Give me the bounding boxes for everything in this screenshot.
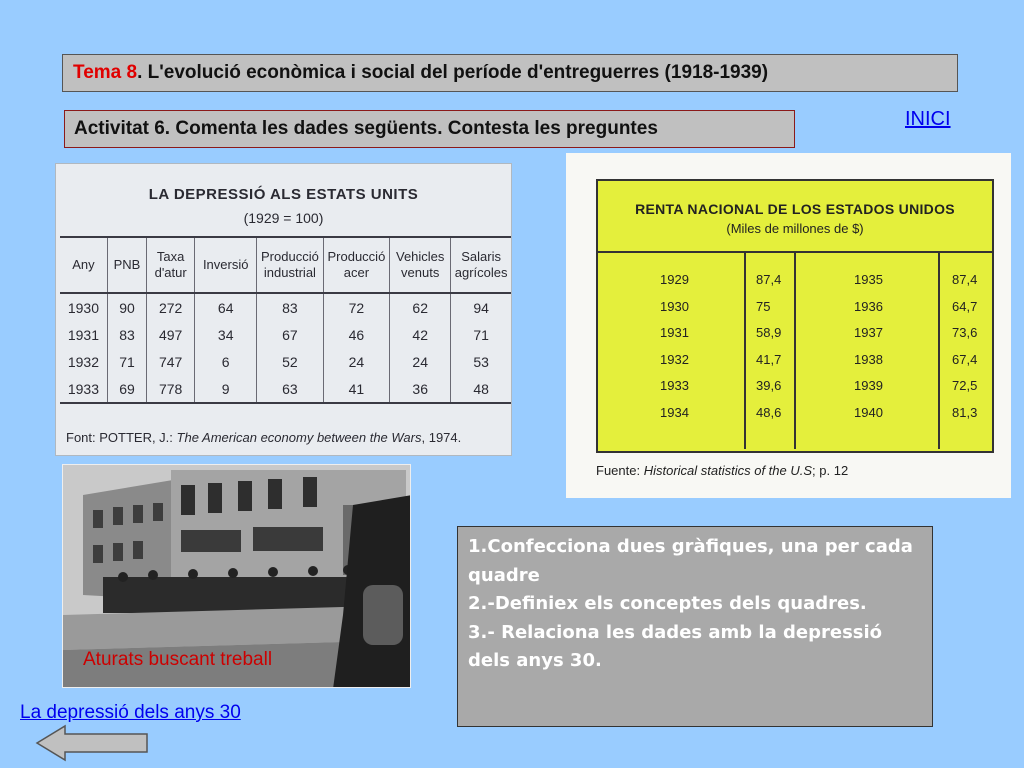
year-cell: 1933 bbox=[660, 378, 689, 394]
table-cell: 6 bbox=[195, 348, 257, 375]
inici-link[interactable]: INICI bbox=[905, 108, 951, 130]
year-cell: 1929 bbox=[660, 272, 689, 287]
table-cell: 272 bbox=[147, 293, 195, 321]
value-cell: 64,7 bbox=[952, 298, 978, 314]
table-cell: 1931 bbox=[67, 326, 100, 343]
national-income-table-scan bbox=[566, 153, 1011, 498]
depression-table-title: LA DEPRESSIÓ ALS ESTATS UNITS bbox=[148, 186, 419, 203]
column-header: Inversió bbox=[195, 237, 257, 293]
topic-title: . L'evolució econòmica i social del període d'entreguerres (1918-1939) bbox=[137, 62, 769, 83]
table-cell: 36 bbox=[390, 375, 451, 403]
national-income-table bbox=[596, 179, 994, 453]
table-row bbox=[60, 293, 511, 321]
topic-title-bar bbox=[62, 54, 958, 92]
photo-caption: Aturats buscant treball bbox=[83, 649, 273, 670]
column-header: Producció industrial bbox=[257, 237, 323, 293]
value-cell: 87,4 bbox=[952, 272, 978, 287]
column-header: PNB bbox=[107, 237, 146, 293]
table-cell: 34 bbox=[195, 321, 257, 348]
depression-table-source bbox=[66, 430, 461, 445]
table-cell: 71 bbox=[107, 348, 146, 375]
national-income-table-title: RENTA NACIONAL DE LOS ESTADOS UNIDOS bbox=[635, 201, 955, 217]
value-cell: 87,4 bbox=[756, 272, 782, 287]
national-income-table-source bbox=[596, 463, 848, 478]
column-divider bbox=[938, 251, 940, 449]
value-cell: 41,7 bbox=[756, 351, 782, 367]
activity-title: Activitat 6. Comenta les dades següents. Contesta les preguntes bbox=[64, 110, 795, 148]
column-header: Producció acer bbox=[323, 237, 389, 293]
value-cell: 81,3 bbox=[952, 404, 978, 420]
table-cell: 41 bbox=[323, 375, 389, 403]
values-column-a bbox=[756, 267, 781, 427]
national-income-table-subtitle: (Miles de millones de $) bbox=[726, 221, 864, 236]
topic-number: Tema 8 bbox=[73, 62, 138, 83]
table-cell: 69 bbox=[107, 375, 146, 403]
depression-table bbox=[55, 163, 512, 456]
table-cell: 83 bbox=[107, 321, 146, 348]
table-cell: 64 bbox=[195, 293, 257, 321]
table-cell: 9 bbox=[195, 375, 257, 403]
table-cell: 94 bbox=[451, 293, 511, 321]
year-cell: 1940 bbox=[854, 404, 883, 420]
year-cell: 1939 bbox=[854, 378, 883, 394]
year-cell: 1930 bbox=[660, 298, 689, 314]
table-cell: 53 bbox=[451, 348, 511, 375]
source-title: Historical statistics of the U.S bbox=[643, 463, 813, 478]
table-cell: 71 bbox=[451, 321, 511, 348]
table-cell: 67 bbox=[257, 321, 323, 348]
national-income-table-header bbox=[598, 181, 992, 253]
value-cell: 58,9 bbox=[756, 325, 782, 341]
source-suffix: ; p. 12 bbox=[812, 463, 849, 478]
value-cell: 73,6 bbox=[952, 325, 978, 341]
source-suffix: , 1974. bbox=[421, 430, 462, 445]
questions-box bbox=[457, 526, 933, 727]
table-cell: 90 bbox=[107, 293, 146, 321]
source-prefix: Font: POTTER, J.: bbox=[66, 430, 177, 445]
value-cell: 75 bbox=[756, 298, 771, 314]
column-header: Taxa d'atur bbox=[147, 237, 195, 293]
unemployed-photo bbox=[62, 464, 411, 688]
table-cell: 24 bbox=[323, 348, 389, 375]
column-header: Any bbox=[60, 237, 107, 293]
table-cell: 1930 bbox=[67, 299, 100, 316]
table-cell: 63 bbox=[257, 375, 323, 403]
depression-table-subtitle: (1929 = 100) bbox=[243, 210, 324, 226]
year-cell: 1932 bbox=[660, 351, 689, 367]
table-cell: 747 bbox=[147, 348, 195, 375]
column-header: Salaris agrícoles bbox=[451, 237, 511, 293]
years-column-b bbox=[854, 267, 883, 427]
year-cell: 1937 bbox=[854, 325, 883, 341]
source-title: The American economy between the Wars bbox=[176, 430, 422, 445]
table-cell: 1932 bbox=[67, 353, 100, 370]
table-header-row bbox=[60, 237, 511, 293]
table-cell: 72 bbox=[323, 293, 389, 321]
depression-30s-link[interactable]: La depressió dels anys 30 bbox=[20, 702, 241, 723]
table-cell: 62 bbox=[390, 293, 451, 321]
table-cell: 1933 bbox=[60, 375, 107, 403]
back-arrow-button[interactable] bbox=[35, 724, 149, 762]
year-cell: 1935 bbox=[854, 272, 883, 287]
depression-data-table bbox=[60, 236, 511, 404]
table-cell: 778 bbox=[147, 375, 195, 403]
year-cell: 1931 bbox=[660, 325, 689, 341]
table-cell: 497 bbox=[147, 321, 195, 348]
column-divider bbox=[744, 251, 746, 449]
years-column-a bbox=[660, 267, 689, 427]
table-cell: 83 bbox=[257, 293, 323, 321]
column-divider bbox=[794, 251, 796, 449]
table-cell: 52 bbox=[257, 348, 323, 375]
left-arrow-icon bbox=[35, 724, 149, 762]
year-cell: 1936 bbox=[854, 298, 883, 314]
value-cell: 67,4 bbox=[952, 351, 978, 367]
value-cell: 48,6 bbox=[756, 404, 782, 420]
table-cell: 42 bbox=[390, 321, 451, 348]
value-cell: 72,5 bbox=[952, 378, 978, 394]
table-row bbox=[60, 321, 511, 348]
column-header: Vehicles venuts bbox=[390, 237, 451, 293]
table-row bbox=[60, 375, 511, 403]
question-item: 2.-Definiex els conceptes dels quadres. bbox=[468, 593, 867, 614]
year-cell: 1934 bbox=[660, 404, 689, 420]
question-item: 3.- Relaciona les dades amb la depressió dels anys 30. bbox=[468, 621, 883, 671]
table-cell: 46 bbox=[323, 321, 389, 348]
value-cell: 39,6 bbox=[756, 378, 782, 394]
source-prefix: Fuente: bbox=[596, 463, 644, 478]
values-column-b bbox=[952, 267, 977, 427]
table-cell: 48 bbox=[451, 375, 511, 403]
table-cell: 24 bbox=[390, 348, 451, 375]
table-row bbox=[60, 348, 511, 375]
question-item: 1.Confecciona dues gràfiques, una per cada quadre bbox=[468, 536, 913, 586]
year-cell: 1938 bbox=[854, 351, 883, 367]
